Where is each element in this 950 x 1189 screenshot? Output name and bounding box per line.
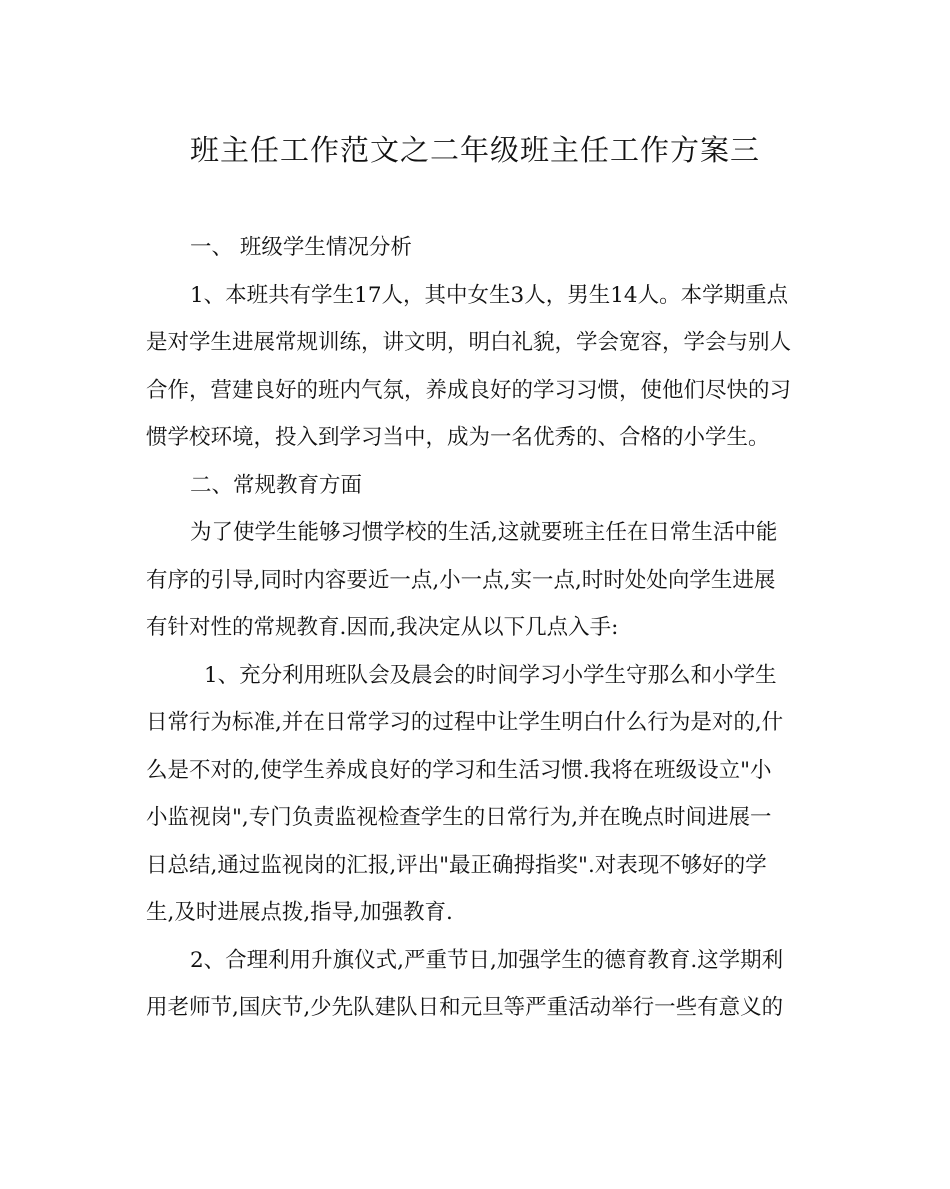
section-heading: 一、 班级学生情况分析 (190, 235, 412, 260)
paragraph-line: 么是不对的,使学生养成良好的学习和生活习惯.我将在班级设立"小 (146, 757, 772, 783)
paragraph-line: 日常行为标准,并在日常学习的过程中让学生明白什么行为是对的,什 (146, 710, 784, 735)
paragraph-line: 有针对性的常规教育.因而,我决定从以下几点入手: (146, 615, 619, 640)
paragraph-line: 合作，营建良好的班内气氛，养成良好的学习习惯，使他们尽快的习 (146, 377, 792, 403)
section-heading: 二、常规教育方面 (190, 472, 363, 498)
paragraph-line: 1、本班共有学生17人，其中女生3人，男生14人。本学期重点 (190, 282, 789, 308)
document-title: 班主任工作范文之二年级班主任工作方案三 (189, 133, 760, 167)
paragraph-line: 日总结,通过监视岗的汇报,评出"最正确拇指奖".对表现不够好的学 (146, 852, 767, 878)
paragraph-line: 惯学校环境，投入到学习当中，成为一名优秀的、合格的小学生。 (146, 425, 770, 450)
paragraph-line: 生,及时进展点拨,指导,加强教育. (146, 900, 453, 925)
paragraph-line: 用老师节,国庆节,少先队建队日和元旦等严重活动举行一些有意义的 (146, 995, 784, 1020)
document-body (146, 224, 806, 1032)
paragraph-line: 2、合理利用升旗仪式,严重节日,加强学生的德育教育.这学期利 (190, 947, 784, 973)
paragraph-line: 有序的引导,同时内容要近一点,小一点,实一点,时时处处向学生进展 (146, 567, 776, 593)
paragraph-line: 是对学生进展常规训练，讲文明，明白礼貌，学会宽容，学会与别人 (146, 330, 792, 355)
paragraph-line: 小监视岗",专门负责监视检查学生的日常行为,并在晚点时间进展一 (146, 805, 772, 830)
paragraph-line: 1、充分利用班队会及晨会的时间学习小学生守那么和小学生 (204, 662, 777, 688)
paragraph-line: 为了使学生能够习惯学校的生活,这就要班主任在日常生活中能 (190, 520, 778, 545)
